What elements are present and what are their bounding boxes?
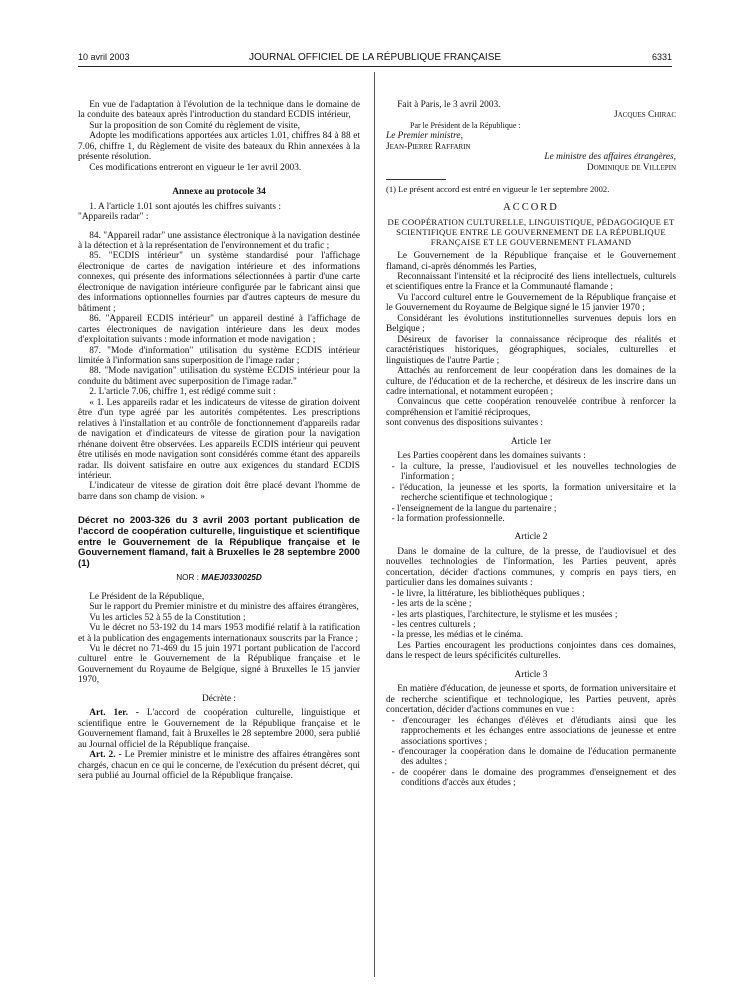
article-text: L'accord de coopération culturelle, linguistique et scientifique entre le Gouvernement de la République française et le Gouvernement flamand, fait à Bruxelles le 28 septembre 2000, sera publié au Journal officiel de la République française. bbox=[78, 708, 361, 750]
paragraph: Ces modifications entreront en vigueur le 1er avril 2003. bbox=[89, 162, 302, 173]
preamble: Attachés au renforcement de leur coopération dans les domaines de la culture, de l'éducation et de la recherche, et désireux de les inscrire dans un cadre international, et notamment européen ; bbox=[386, 366, 676, 397]
right-column bbox=[386, 100, 676, 789]
paragraph: Sur le rapport du Premier ministre et du ministre des affaires étrangères, bbox=[89, 602, 359, 613]
article-intro: Dans le domaine de la culture, de la presse, de l'audiovisuel et des nouvelles technologies de l'information, les Parties peuvent, après concertation, décider d'actions communes, y compris en pays tiers, en particulier dans les domaines suivants : bbox=[386, 546, 676, 589]
article-intro: En matière d'éducation, de jeunesse et sports, de formation universitaire et de recherche scientifique et technologique, les Parties peuvent, après concertation, décider d'actions communes en vue : bbox=[386, 684, 676, 716]
nor-label: NOR : bbox=[176, 573, 199, 583]
definition-84: 84. "Appareil radar" une assistance électronique à la navigation destinée à la détection et à la représentation de l'environnement et du trafic ; bbox=[78, 230, 360, 251]
list-item: - d'encourager les échanges d'élèves et d'étudiants ainsi que les rapprochements et les échanges entre associations de jeunesse et entre associations sportives ; bbox=[391, 715, 676, 747]
mae-title: Le ministre des affaires étrangères, bbox=[544, 152, 676, 163]
list-item: - d'encourager la coopération dans le domaine de l'éducation permanente des adultes ; bbox=[391, 747, 676, 768]
quoted-article: L'indicateur de vitesse de giration doit être placé devant l'homme de barre dans son champ de vision. » bbox=[78, 481, 360, 502]
list-item: - l'éducation, la jeunesse et les sports, la formation universitaire et la recherche scientifique et technologique ; bbox=[391, 482, 676, 504]
article-intro: Les Parties coopèrent dans les domaines suivants : bbox=[397, 451, 586, 462]
paragraph: Le Président de la République, bbox=[89, 591, 205, 602]
signing-place-date: Fait à Paris, le 3 avril 2003. bbox=[397, 100, 501, 110]
page-header bbox=[78, 52, 672, 66]
paragraph: Sur la proposition de son Comité du règlement de visite, bbox=[89, 120, 300, 131]
article-2-title: Article 2 bbox=[514, 532, 548, 543]
paragraph: 1. A l'article 1.01 sont ajoutés les chiffres suivants : bbox=[89, 201, 281, 212]
par-le-president: Par le Président de la République : bbox=[410, 120, 521, 130]
pm-name: Jean-Pierre Raffarin bbox=[386, 141, 471, 152]
preamble: Désireux de favoriser la connaissance réciproque des réalités et caractéristiques historiques, géographiques, sociales, culturelles et linguistiques de l'autre Partie ; bbox=[386, 334, 676, 366]
preamble: Convaincus que cette coopération renouvelée contribue à renforcer la compréhension et l'amitié réciproques, bbox=[386, 397, 676, 418]
list-item: - l'enseignement de la langue du partenaire ; bbox=[391, 503, 557, 514]
definition-85: 85. "ECDIS intérieur" un système standardisé pour l'affichage électronique de cartes de navigation intérieure et des informations connexes, qui présente des informations sélectionnées à partir d'une carte électronique de navigation intérieure configurée par le fabricant ainsi que des informations optionnelles fournies par d'autres capteurs de mesure du bâtiment ; bbox=[78, 251, 360, 314]
list-item: - la formation professionnelle. bbox=[391, 513, 505, 524]
article-outro: Les Parties encouragent les productions conjointes dans ces domaines, dans le respect de leurs spécificités culturelles. bbox=[386, 640, 676, 662]
annexe-title: Annexe au protocole 34 bbox=[172, 187, 266, 198]
article-label: Art. 1er. - bbox=[89, 708, 139, 719]
footnote: (1) Le présent accord est entré en vigueur le 1er septembre 2002. bbox=[386, 184, 610, 195]
list-item: - les arts plastiques, l'architecture, le stylisme et les musées ; bbox=[391, 609, 618, 620]
list-item: - les centres culturels ; bbox=[391, 620, 476, 631]
list-item: - de coopérer dans le domaine des programmes d'enseignement et des conditions d'accès aux études ; bbox=[391, 767, 676, 789]
decrete-heading: Décrète : bbox=[202, 693, 236, 704]
left-column bbox=[78, 100, 360, 781]
article-label: Art. 2. - bbox=[89, 750, 122, 761]
paragraph: En vue de l'adaptation à l'évolution de la technique dans le domaine de la conduite des bateaux après l'introduction du standard ECDIS intérieur, bbox=[78, 100, 360, 121]
quoted-article: « 1. Les appareils radar et les indicateurs de vitesse de giration doivent être d'un type agréé par les autorités compétentes. Les prescriptions relatives à l'installation et au contrôle de fonctionnement d'appareils radar de navigation et d'indicateurs de vitesse de giration pour la navigation rhénane doivent être observées. Les appareils ECDIS intérieur qui peuvent être utilisés en mode navigation sont considérés comme étant des appareils radar. Ils doivent satisfaire en outre aux exigences du standard ECDIS intérieur. bbox=[78, 397, 360, 481]
preamble: Le Gouvernement de la République française et le Gouvernement flamand, ci-après dénommés les Parties, bbox=[386, 251, 676, 272]
list-item: - les arts de la scène ; bbox=[391, 599, 472, 610]
preamble: sont convenus des dispositions suivantes : bbox=[386, 418, 544, 429]
column-separator bbox=[374, 72, 375, 977]
preamble: Vu l'accord culturel entre le Gouvernement de la République française et le Gouvernement du Royaume de Belgique signé le 15 janvier 1970 ; bbox=[386, 292, 676, 314]
definition-88: 88. "Mode navigation" utilisation du système ECDIS intérieur pour la conduite du bâtiment avec superposition de l'image radar." bbox=[78, 366, 360, 387]
paragraph: Vu les articles 52 à 55 de la Constitution ; bbox=[89, 612, 246, 623]
header-title: JOURNAL OFFICIEL DE LA RÉPUBLIQUE FRANÇAISE bbox=[248, 52, 502, 63]
definition-87: 87. "Mode d'information" utilisation du système ECDIS intérieur limitée à l'information sans superposition de l'image radar ; bbox=[78, 345, 360, 366]
decree-title: Décret no 2003-326 du 3 avril 2003 portant publication de l'accord de coopération culturelle, linguistique et scientifique entre le Gouvernement de la République française et le Gouvernement flamand, fait à Bruxelles le 28 septembre 2000 (1) bbox=[78, 515, 360, 569]
list-item: - la presse, les médias et le cinéma. bbox=[391, 630, 524, 641]
nor-reference bbox=[78, 573, 360, 583]
paragraph: Adopte les modifications apportées aux articles 1.01, chiffres 84 à 88 et 7.06, chiffre 1, du Règlement de visite des bateaux du Rhin annexées à la présente résolution. bbox=[78, 131, 360, 163]
article-2 bbox=[78, 750, 360, 781]
preamble: Considérant les évolutions institutionnelles survenues depuis lors en Belgique ; bbox=[386, 313, 676, 335]
list-item: - la culture, la presse, l'audiovisuel et les nouvelles technologies de l'information ; bbox=[391, 461, 676, 483]
pm-title: Le Premier ministre, bbox=[386, 131, 463, 142]
article-1 bbox=[78, 708, 360, 750]
header-page-number: 6331 bbox=[651, 52, 672, 62]
accord-subtitle: DE COOPÉRATION CULTURELLE, LINGUISTIQUE, PÉDAGOGIQUE ET SCIENTIFIQUE ENTRE LE GOUVERNEMENT DE LA RÉPUBLIQUE FRANÇAISE ET LE GOUVERNEMENT FLAMAND bbox=[387, 217, 675, 248]
list-item: - le livre, la littérature, les bibliothèques publiques ; bbox=[391, 588, 585, 599]
article-text: Le Premier ministre et le ministre des affaires étrangères sont chargés, chacun en ce qui le concerne, de l'exécution du présent décret, qui sera publié au Journal officiel de la République française. bbox=[78, 750, 361, 781]
signature-president: Jacques Chirac bbox=[614, 110, 676, 121]
nor-code: MAEJ0330025D bbox=[201, 573, 262, 583]
preamble: Reconnaissant l'intensité et la réciprocité des liens intellectuels, culturels et scientifiques entre la France et la Communauté flamande ; bbox=[386, 271, 676, 293]
article-1-title: Article 1er bbox=[510, 436, 552, 447]
paragraph: "Appareils radar" : bbox=[78, 212, 149, 223]
header-date: 10 avril 2003 bbox=[78, 52, 130, 62]
mae-name: Dominique de Villepin bbox=[586, 162, 676, 173]
header-rule bbox=[78, 66, 672, 67]
footnote-rule bbox=[386, 179, 446, 180]
article-3-title: Article 3 bbox=[514, 669, 548, 680]
paragraph: 2. L'article 7.06, chiffre 1, est rédigé comme suit : bbox=[89, 387, 276, 398]
accord-title: ACCORD bbox=[503, 201, 559, 213]
paragraph: Vu le décret no 53-192 du 14 mars 1953 modifié relatif à la ratification et à la publication des engagements internationaux souscrits par la France ; bbox=[78, 623, 360, 644]
paragraph: Vu le décret no 71-469 du 15 juin 1971 portant publication de l'accord culturel entre le Gouvernement de la République française et le Gouvernement du Royaume de Belgique, signé à Bruxelles le 15 janvier 1970, bbox=[78, 644, 360, 686]
definition-86: 86. "Appareil ECDIS intérieur" un appareil destiné à l'affichage de cartes électroniques de navigation intérieure dans les deux modes d'exploitation suivants : mode information et mode navigation ; bbox=[78, 314, 360, 346]
